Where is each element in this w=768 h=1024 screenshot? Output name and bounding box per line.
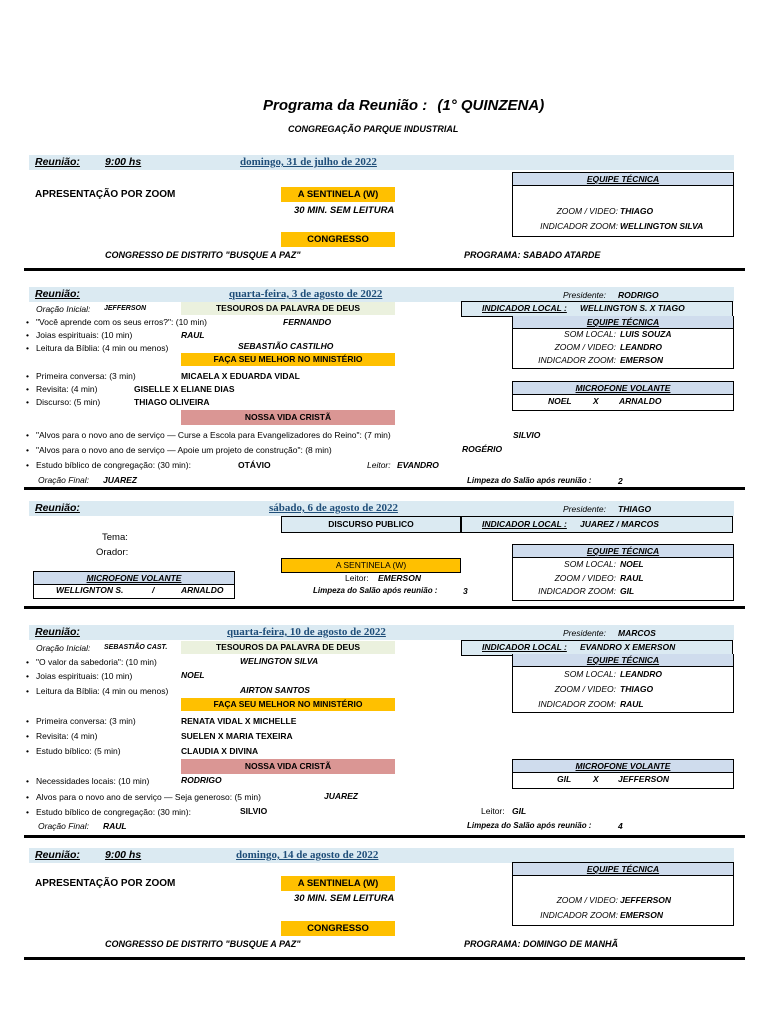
item-name: FERNANDO [283, 317, 332, 327]
meeting-3-sentinela-badge: A SENTINELA (W) [281, 558, 461, 573]
meeting-5-sentinela-badge: A SENTINELA (W) [281, 876, 395, 891]
equipe-title: EQUIPE TÉCNICA [513, 545, 733, 558]
item-name: OTÁVIO [238, 460, 271, 470]
leitor-label: Leitor: [367, 460, 391, 470]
oracao-final-value: JUAREZ [103, 475, 138, 485]
zoom-video-value: THIAGO [620, 206, 654, 216]
indicador-local-value: WELLINGTON S. X TIAGO [580, 303, 685, 313]
meeting-4-date: quarta-feira, 10 de agosto de 2022 [227, 626, 386, 638]
orador-label: Orador: [96, 547, 129, 558]
leitor-label: Leitor: [345, 573, 369, 583]
item-text: Primeira conversa: (3 min) [36, 371, 136, 381]
divider [24, 957, 745, 960]
meeting-4-presidente-label: Presidente: [563, 628, 606, 638]
meeting-1-sentinela-note: 30 MIN. SEM LEITURA [294, 205, 395, 216]
congregation-name: CONGREGAÇÃO PARQUE INDUSTRIAL [288, 124, 459, 134]
item-name: NOEL [181, 670, 205, 680]
indicador-zoom-value: WELLINGTON SILVA [620, 221, 704, 231]
item-text: Joias espirituais: (10 min) [36, 330, 133, 340]
meeting-1-sentinela-badge: A SENTINELA (W) [281, 187, 395, 202]
zoom-video-label: ZOOM / VIDEO: [556, 206, 618, 216]
list-item [36, 671, 132, 681]
meeting-2-indicador-local-box [461, 301, 733, 317]
zoom-video-label: ZOOM / VIDEO: [556, 895, 618, 905]
meeting-3-label: Reunião: [35, 502, 80, 514]
item-name: SILVIO [240, 806, 268, 816]
meeting-1-equipe-box [512, 172, 734, 237]
item-name: SEBASTIÃO CASTILHO [238, 341, 334, 351]
list-item [36, 430, 391, 440]
mic-sep: / [152, 585, 155, 595]
indicador-local-label: INDICADOR LOCAL : [482, 519, 567, 529]
list-item [36, 776, 149, 786]
mic-title: MICROFONE VOLANTE [513, 382, 733, 395]
item-text: Leitura da Bíblia: (4 min ou menos) [36, 686, 169, 696]
meeting-4-label: Reunião: [35, 626, 80, 638]
leitor-value: EVANDRO [397, 460, 439, 470]
item-name: CLAUDIA X DIVINA [181, 746, 259, 756]
meeting-2-tesouros-band: TESOUROS DA PALAVRA DE DEUS [181, 302, 395, 315]
som-label: SOM LOCAL: [564, 329, 616, 339]
item-text: Revisita: (4 min) [36, 731, 98, 741]
meeting-2-date: quarta-feira, 3 de agosto de 2022 [229, 288, 383, 300]
item-text: Estudo bíblico de congregação: (30 min): [36, 460, 191, 470]
page-title [263, 97, 544, 114]
item-name: SILVIO [513, 430, 541, 440]
meeting-4-oracao-label: Oração Inicial: [36, 643, 91, 653]
mic-2: ARNALDO [181, 585, 224, 595]
equipe-title: EQUIPE TÉCNICA [513, 654, 733, 667]
indicador-zoom-value: GIL [620, 586, 635, 596]
equipe-title: EQUIPE TÉCNICA [513, 173, 733, 186]
list-item [36, 731, 97, 741]
meeting-5-sentinela-note: 30 MIN. SEM LEITURA [294, 893, 395, 904]
meeting-1-congresso-badge: CONGRESSO [281, 232, 395, 247]
item-name: RAUL [181, 330, 205, 340]
meeting-4-tesouros-band: TESOUROS DA PALAVRA DE DEUS [181, 641, 395, 654]
divider [24, 487, 745, 490]
zoom-video-value: THIAGO [620, 684, 654, 694]
item-text: "Alvos para o novo ano de serviço — Apoie um projeto de construção": (8 min) [36, 445, 332, 455]
list-item [36, 746, 121, 756]
meeting-5-congresso-text: CONGRESSO DE DISTRITO "BUSQUE A PAZ" [105, 939, 301, 949]
meeting-2-oracao: JEFFERSON [104, 305, 147, 312]
mic-1: WELLIGNTON S. [56, 585, 124, 595]
meeting-1-date: domingo, 31 de julho de 2022 [240, 156, 377, 168]
meeting-3-date: sábado, 6 de agosto de 2022 [269, 502, 398, 514]
meeting-2-presidente: RODRIGO [618, 290, 659, 300]
meeting-5-congresso-badge: CONGRESSO [281, 921, 395, 936]
meeting-5-presentation: APRESENTAÇÃO POR ZOOM [35, 878, 176, 889]
som-value: LEANDRO [620, 669, 663, 679]
item-text: Joias espirituais: (10 min) [36, 671, 133, 681]
tema-label: Tema: [102, 532, 128, 543]
list-item [36, 397, 100, 407]
list-item [36, 657, 157, 667]
equipe-title: EQUIPE TÉCNICA [513, 316, 733, 329]
item-name: THIAGO OLIVEIRA [134, 397, 210, 407]
meeting-2-ministerio-band: FAÇA SEU MELHOR NO MINISTÉRIO [181, 353, 395, 366]
limpeza-value: 2 [618, 476, 623, 486]
zoom-video-label: ZOOM / VIDEO: [554, 684, 616, 694]
indicador-local-label: INDICADOR LOCAL : [482, 642, 567, 652]
indicador-zoom-label: INDICADOR ZOOM: [538, 355, 616, 365]
list-item [36, 716, 136, 726]
indicador-zoom-label: INDICADOR ZOOM: [540, 221, 618, 231]
list-item [36, 792, 261, 802]
item-name: ROGÉRIO [462, 444, 503, 454]
meeting-3-presidente: THIAGO [618, 504, 652, 514]
som-value: LUIS SOUZA [620, 329, 672, 339]
limpeza-label: Limpeza do Salão após reunião : [467, 821, 592, 830]
leitor-value: GIL [512, 806, 527, 816]
mic-x: X [593, 774, 599, 784]
limpeza-value: 4 [618, 821, 623, 831]
item-name: GISELLE X ELIANE DIAS [134, 384, 235, 394]
item-text: Revisita: (4 min) [36, 384, 98, 394]
limpeza-label: Limpeza do Salão após reunião : [313, 586, 438, 595]
equipe-title: EQUIPE TÉCNICA [513, 863, 733, 876]
meeting-3-discurso-box: DISCURSO PUBLICO [281, 516, 461, 533]
som-value: NOEL [620, 559, 644, 569]
meeting-1-presentation: APRESENTAÇÃO POR ZOOM [35, 189, 176, 200]
list-item [36, 371, 136, 381]
item-text: Alvos para o novo ano de serviço — Seja generoso: (5 min) [36, 792, 261, 802]
mic-title: MICROFONE VOLANTE [513, 760, 733, 773]
mic-1: GIL [557, 774, 572, 784]
zoom-video-label: ZOOM / VIDEO: [554, 342, 616, 352]
indicador-zoom-label: INDICADOR ZOOM: [540, 910, 618, 920]
mic-title: MICROFONE VOLANTE [34, 572, 234, 585]
meeting-4-presidente: MARCOS [618, 628, 656, 638]
item-text: Estudo bíblico: (5 min) [36, 746, 121, 756]
item-name: WELINGTON SILVA [240, 656, 319, 666]
list-item [36, 686, 168, 696]
item-name: RODRIGO [181, 775, 222, 785]
item-text: Discurso: (5 min) [36, 397, 101, 407]
indicador-local-value: EVANDRO X EMERSON [580, 642, 676, 652]
meeting-3-mic-box [33, 571, 235, 599]
indicador-zoom-label: INDICADOR ZOOM: [538, 586, 616, 596]
item-text: Estudo bíblico de congregação: (30 min): [36, 807, 191, 817]
leitor-value: EMERSON [378, 573, 421, 583]
list-item [36, 460, 191, 470]
zoom-video-value: RAUL [620, 573, 644, 583]
som-label: SOM LOCAL: [564, 559, 616, 569]
indicador-zoom-label: INDICADOR ZOOM: [538, 699, 616, 709]
list-item [36, 384, 97, 394]
list-item [36, 807, 191, 817]
meeting-2-mic-box [512, 381, 734, 411]
meeting-4-mic-box [512, 759, 734, 789]
item-text: Primeira conversa: (3 min) [36, 716, 136, 726]
indicador-zoom-value: RAUL [620, 699, 644, 709]
leitor-label: Leitor: [481, 806, 505, 816]
oracao-final-value: RAUL [103, 821, 127, 831]
divider [24, 606, 745, 609]
item-text: Necessidades locais: (10 min) [36, 776, 150, 786]
item-name: AIRTON SANTOS [240, 685, 310, 695]
item-text: Leitura da Bíblia: (4 min ou menos) [36, 343, 169, 353]
meeting-3-indicador-local-box [461, 516, 733, 533]
meeting-3-equipe-box [512, 544, 734, 601]
meeting-1-congresso-text: CONGRESSO DE DISTRITO "BUSQUE A PAZ" [105, 250, 301, 260]
item-text: "O valor da sabedoria": (10 min) [36, 657, 157, 667]
divider [24, 835, 745, 838]
limpeza-label: Limpeza do Salão após reunião : [467, 476, 592, 485]
list-item [36, 445, 332, 455]
mic-1: NOEL [548, 396, 572, 406]
meeting-4-oracao: SEBASTIÃO CAST. [104, 644, 168, 651]
meeting-2-equipe-box [512, 316, 734, 369]
indicador-local-label: INDICADOR LOCAL : [482, 303, 567, 313]
meeting-2-vida-band: NOSSA VIDA CRISTÃ [181, 410, 395, 425]
list-item [36, 330, 132, 340]
item-text: "Você aprende com os seus erros?": (10 min) [36, 317, 207, 327]
zoom-video-value: LEANDRO [620, 342, 663, 352]
limpeza-value: 3 [463, 586, 468, 596]
title-text: Programa da Reunião : [263, 97, 428, 114]
som-label: SOM LOCAL: [564, 669, 616, 679]
meeting-5-programa: PROGRAMA: DOMINGO DE MANHÃ [464, 939, 618, 949]
meeting-1-time: 9:00 hs [105, 156, 142, 168]
item-name: JUAREZ [324, 791, 359, 801]
mic-2: ARNALDO [619, 396, 662, 406]
item-text: "Alvos para o novo ano de serviço — Curse a Escola para Evangelizadores do Reino": (7 min) [36, 430, 391, 440]
mic-2: JEFFERSON [618, 774, 670, 784]
meeting-3-presidente-label: Presidente: [563, 504, 606, 514]
indicador-zoom-value: EMERSON [620, 910, 663, 920]
indicador-local-value: JUAREZ / MARCOS [580, 519, 659, 529]
meeting-2-oracao-label: Oração Inicial: [36, 304, 91, 314]
divider [24, 268, 745, 271]
oracao-final-label: Oração Final: [38, 475, 90, 485]
meeting-2-presidente-label: Presidente: [563, 290, 606, 300]
mic-x: X [593, 396, 599, 406]
oracao-final-label: Oração Final: [38, 821, 90, 831]
meeting-1-label: Reunião: [35, 156, 80, 168]
meeting-5-equipe-box [512, 862, 734, 926]
meeting-1-programa: PROGRAMA: SABADO ATARDE [464, 250, 601, 260]
meeting-4-vida-band: NOSSA VIDA CRISTÃ [181, 759, 395, 774]
meeting-2-label: Reunião: [35, 288, 80, 300]
item-name: RENATA VIDAL X MICHELLE [181, 716, 297, 726]
list-item [36, 343, 168, 353]
zoom-video-value: JEFFERSON [620, 895, 672, 905]
title-suffix: (1° QUINZENA) [437, 97, 545, 114]
indicador-zoom-value: EMERSON [620, 355, 663, 365]
meeting-5-time: 9:00 hs [105, 849, 142, 861]
meeting-5-label: Reunião: [35, 849, 80, 861]
meeting-4-equipe-box [512, 654, 734, 713]
list-item [36, 317, 207, 327]
item-name: MICAELA X EDUARDA VIDAL [181, 371, 300, 381]
zoom-video-label: ZOOM / VIDEO: [554, 573, 616, 583]
meeting-4-ministerio-band: FAÇA SEU MELHOR NO MINISTÉRIO [181, 698, 395, 711]
meeting-5-date: domingo, 14 de agosto de 2022 [236, 849, 379, 861]
item-name: SUELEN X MARIA TEXEIRA [181, 731, 293, 741]
